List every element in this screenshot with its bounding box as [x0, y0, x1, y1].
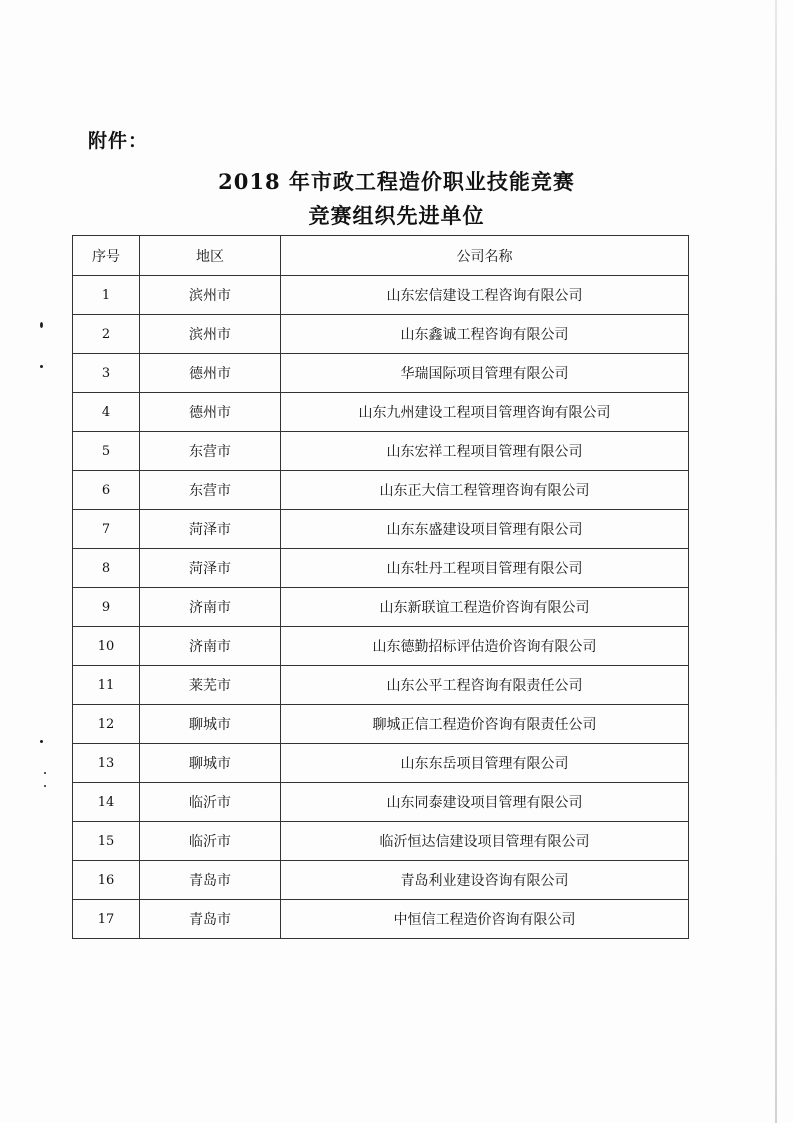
table-row	[73, 510, 689, 549]
table-row	[73, 861, 689, 900]
company-name-cell: 临沂恒达信建设项目管理有限公司	[281, 822, 689, 861]
company-name-cell: 山东宏信建设工程咨询有限公司	[281, 276, 689, 315]
company-name-cell: 山东牡丹工程项目管理有限公司	[281, 549, 689, 588]
region-cell: 滨州市	[140, 276, 281, 315]
serial-number-cell: 16	[73, 861, 140, 900]
serial-number-cell: 8	[73, 549, 140, 588]
company-name-cell: 山东德勤招标评估造价咨询有限公司	[281, 627, 689, 666]
document-subtitle: 竞赛组织先进单位	[308, 203, 485, 228]
company-name-cell: 华瑞国际项目管理有限公司	[281, 354, 689, 393]
table-row	[73, 549, 689, 588]
region-cell: 东营市	[140, 471, 281, 510]
serial-number-cell: 11	[73, 666, 140, 705]
company-name-cell: 山东鑫诚工程咨询有限公司	[281, 315, 689, 354]
region-cell: 临沂市	[140, 783, 281, 822]
company-name-cell: 聊城正信工程造价咨询有限责任公司	[281, 705, 689, 744]
region-cell: 滨州市	[140, 315, 281, 354]
scan-speck	[40, 740, 43, 743]
serial-number-cell: 4	[73, 393, 140, 432]
table-body	[73, 276, 689, 939]
serial-number-cell: 10	[73, 627, 140, 666]
header-region: 地区	[140, 236, 281, 276]
scan-speck	[44, 772, 46, 774]
table-row	[73, 471, 689, 510]
document-title: 2018 年市政工程造价职业技能竞赛	[218, 169, 575, 194]
table-row	[73, 588, 689, 627]
serial-number-cell: 2	[73, 315, 140, 354]
serial-number-cell: 5	[73, 432, 140, 471]
company-name-cell: 山东公平工程咨询有限责任公司	[281, 666, 689, 705]
table-row	[73, 393, 689, 432]
table-row	[73, 315, 689, 354]
table-row	[73, 276, 689, 315]
table-row	[73, 900, 689, 939]
serial-number-cell: 3	[73, 354, 140, 393]
serial-number-cell: 12	[73, 705, 140, 744]
region-cell: 青岛市	[140, 900, 281, 939]
region-cell: 菏泽市	[140, 549, 281, 588]
table-row	[73, 627, 689, 666]
region-cell: 聊城市	[140, 744, 281, 783]
region-cell: 青岛市	[140, 861, 281, 900]
attachment-label: 附件：	[88, 130, 149, 152]
company-name-cell: 山东九州建设工程项目管理咨询有限公司	[281, 393, 689, 432]
company-name-cell: 山东新联谊工程造价咨询有限公司	[281, 588, 689, 627]
region-cell: 莱芜市	[140, 666, 281, 705]
header-serial-number: 序号	[73, 236, 140, 276]
advanced-units-table	[72, 235, 689, 939]
region-cell: 德州市	[140, 354, 281, 393]
region-cell: 东营市	[140, 432, 281, 471]
scan-speck	[40, 365, 43, 368]
scan-speck	[40, 322, 43, 328]
company-name-cell: 山东东盛建设项目管理有限公司	[281, 510, 689, 549]
table-row	[73, 432, 689, 471]
table-row	[73, 744, 689, 783]
company-name-cell: 青岛利业建设咨询有限公司	[281, 861, 689, 900]
serial-number-cell: 6	[73, 471, 140, 510]
region-cell: 济南市	[140, 627, 281, 666]
table-row	[73, 354, 689, 393]
serial-number-cell: 13	[73, 744, 140, 783]
serial-number-cell: 9	[73, 588, 140, 627]
company-name-cell: 山东正大信工程管理咨询有限公司	[281, 471, 689, 510]
table-row	[73, 783, 689, 822]
company-name-cell: 山东同泰建设项目管理有限公司	[281, 783, 689, 822]
company-name-cell: 山东东岳项目管理有限公司	[281, 744, 689, 783]
company-name-cell: 山东宏祥工程项目管理有限公司	[281, 432, 689, 471]
region-cell: 聊城市	[140, 705, 281, 744]
table-row	[73, 822, 689, 861]
company-name-cell: 中恒信工程造价咨询有限公司	[281, 900, 689, 939]
scan-speck	[44, 785, 46, 787]
serial-number-cell: 14	[73, 783, 140, 822]
region-cell: 菏泽市	[140, 510, 281, 549]
table-row	[73, 705, 689, 744]
serial-number-cell: 15	[73, 822, 140, 861]
region-cell: 德州市	[140, 393, 281, 432]
serial-number-cell: 1	[73, 276, 140, 315]
region-cell: 临沂市	[140, 822, 281, 861]
region-cell: 济南市	[140, 588, 281, 627]
serial-number-cell: 17	[73, 900, 140, 939]
table-row	[73, 666, 689, 705]
serial-number-cell: 7	[73, 510, 140, 549]
header-company-name: 公司名称	[281, 236, 689, 276]
table-header-row	[73, 236, 689, 276]
